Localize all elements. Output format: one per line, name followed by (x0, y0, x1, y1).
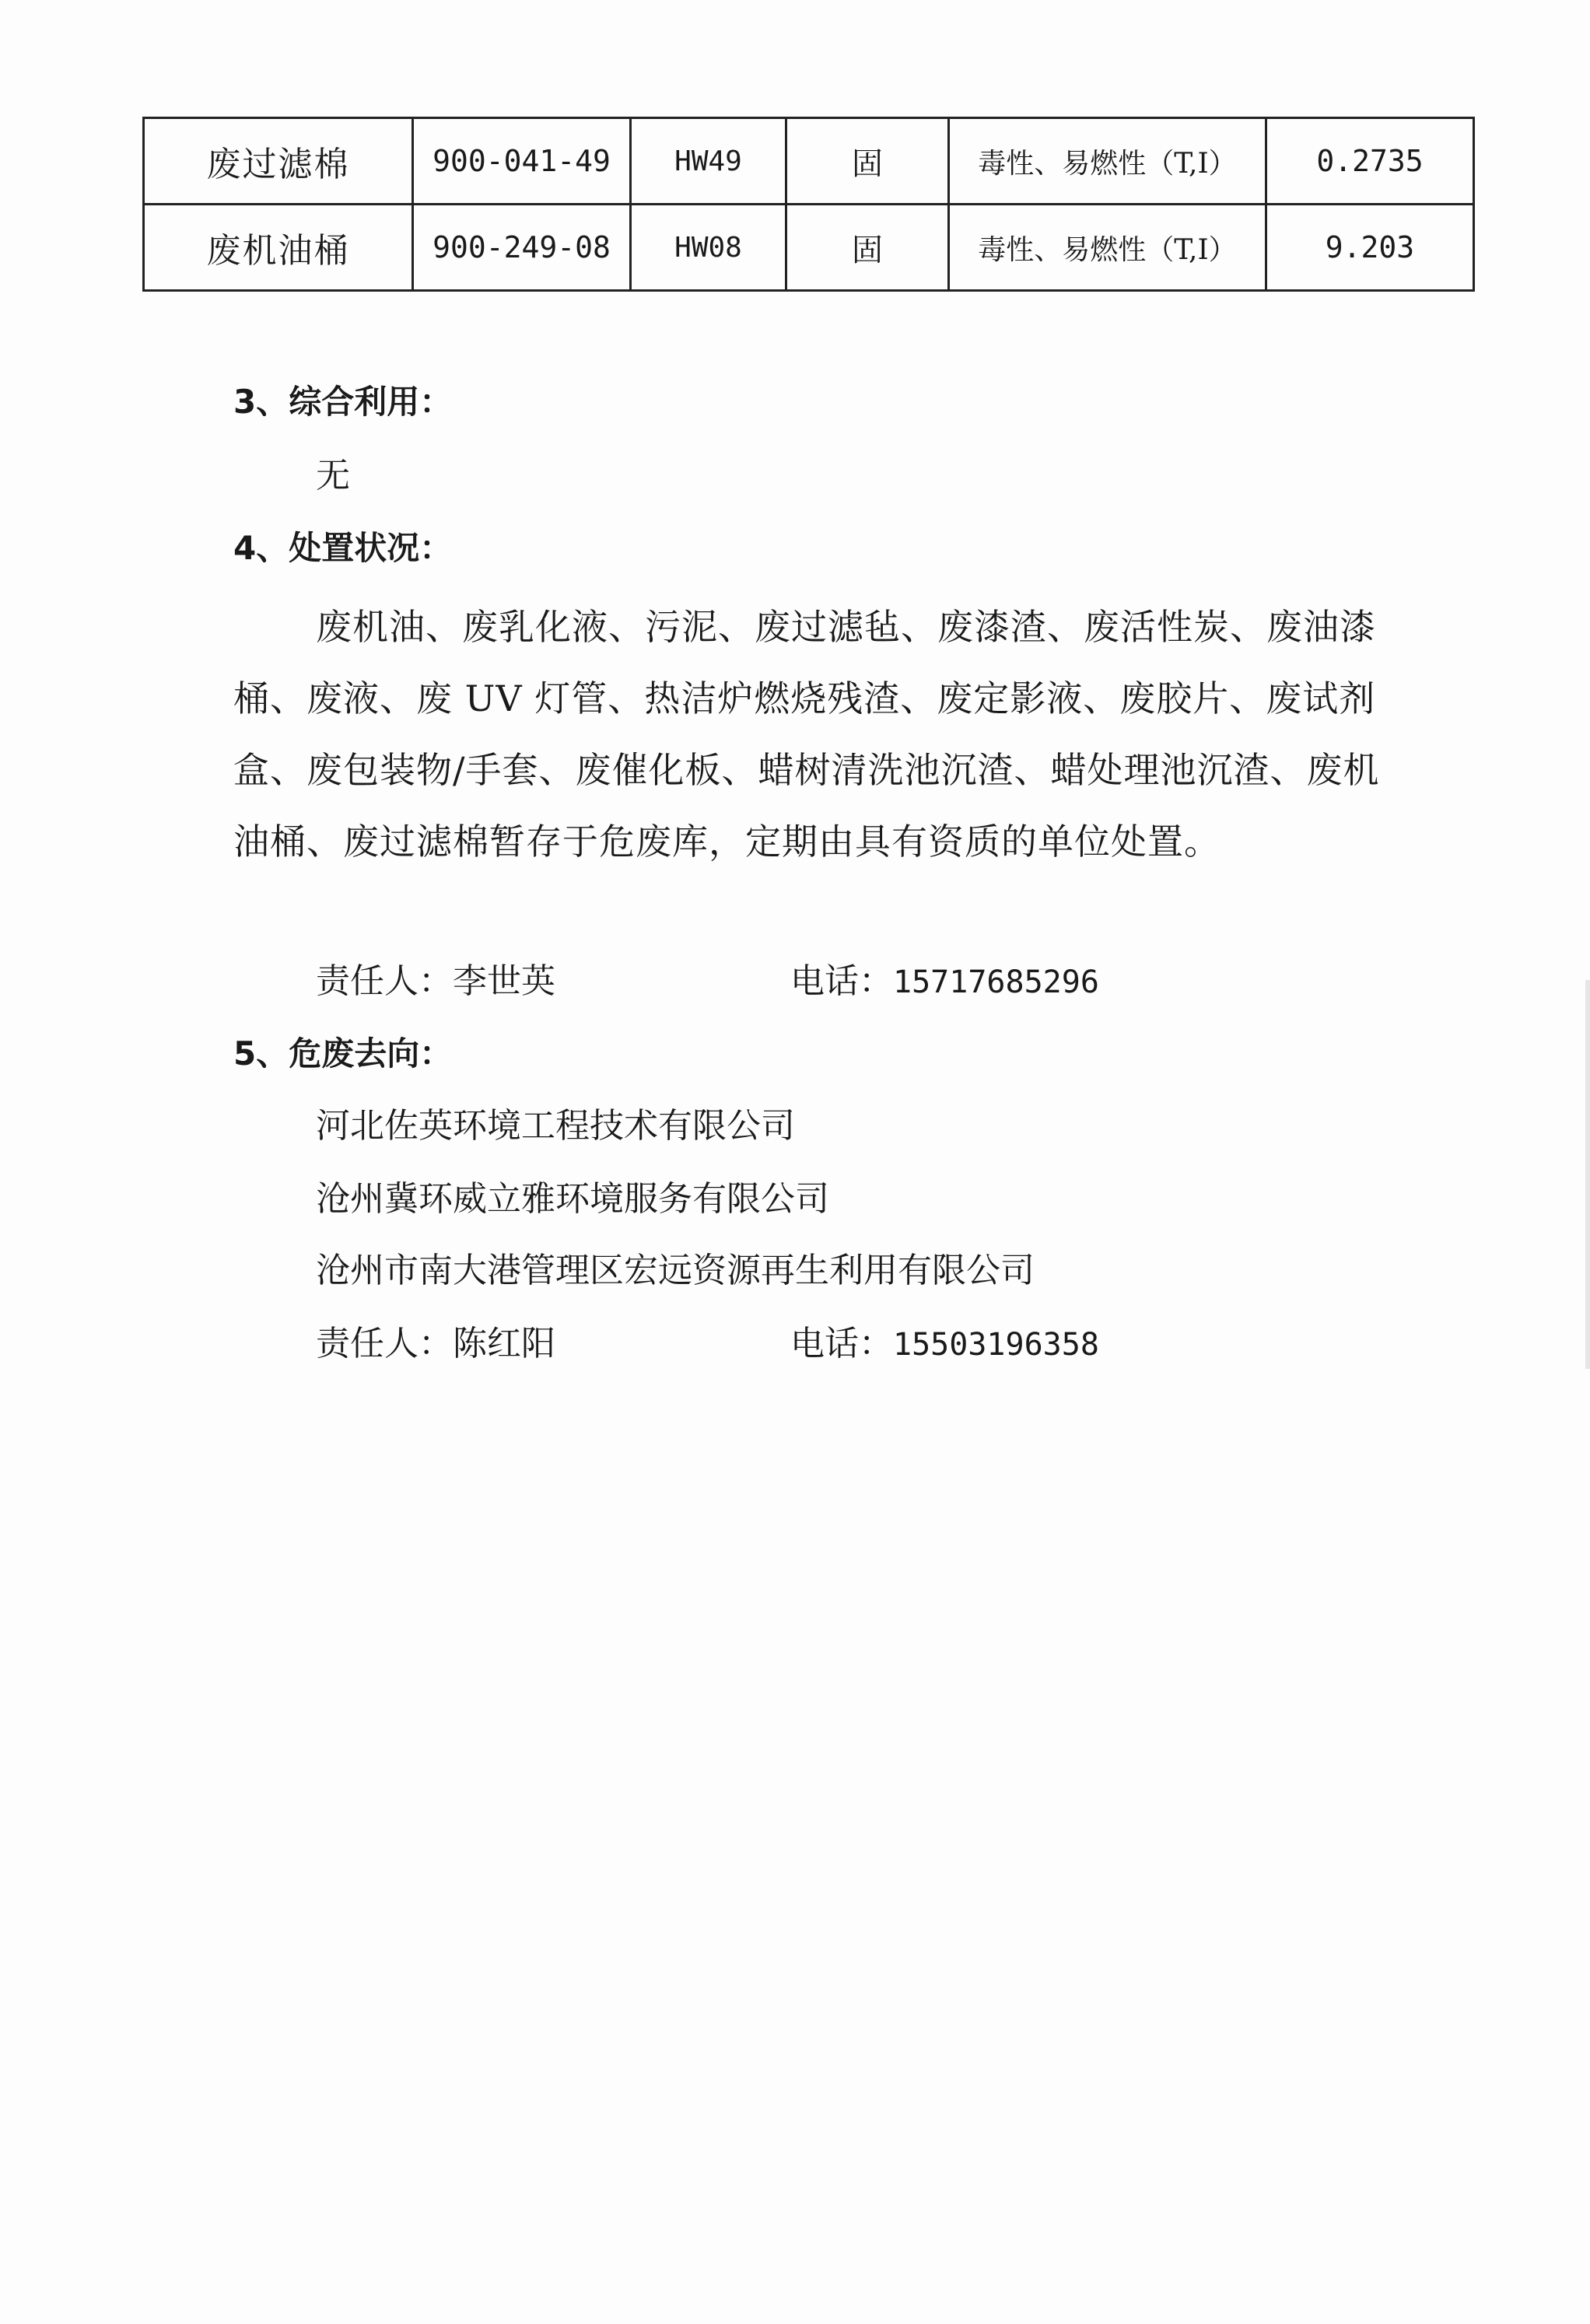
section5-responsible: 责任人：陈红阳 (316, 1324, 555, 1363)
table-row (144, 118, 1474, 205)
section3-heading: 3、综合利用： (233, 383, 453, 421)
waste-code-cell: 900-249-08 (413, 205, 631, 291)
table-row (144, 205, 1474, 291)
section5-heading: 5、危废去向： (233, 1034, 453, 1073)
waste-quantity-cell: 9.203 (1266, 205, 1474, 291)
waste-code-cell: 900-041-49 (413, 118, 631, 205)
phone-label: 电话： (790, 961, 893, 1001)
waste-name-cell: 废过滤棉 (144, 118, 413, 205)
section4-paragraph-block (233, 591, 1385, 877)
section4-heading: 4、处置状况： (233, 529, 453, 567)
section4-phone-line (790, 961, 1099, 1001)
phone-label: 电话： (790, 1324, 893, 1363)
waste-hazard-cell: 毒性、易燃性（T,I） (949, 205, 1266, 291)
waste-category-cell: HW08 (631, 205, 786, 291)
section4-responsible: 责任人：李世英 (316, 961, 555, 1001)
hazardous-waste-table (142, 117, 1475, 292)
section4-paragraph: 废机油、废乳化液、污泥、废过滤毡、废漆渣、废活性炭、废油漆桶、废液、废 UV 灯管、热洁炉燃烧残渣、废定影液、废胶片、废试剂盒、废包装物/手套、废催化板、蜡树清洗池沉渣、蜡处理池沉渣、废机油桶、废过滤棉暂存于危废库，定期由具有资质的单位处置。 (233, 606, 1380, 863)
company-item: 河北佐英环境工程技术有限公司 (316, 1106, 795, 1146)
waste-quantity-cell: 0.2735 (1266, 118, 1474, 205)
waste-hazard-cell: 毒性、易燃性（T,I） (949, 118, 1266, 205)
company-item: 沧州冀环威立雅环境服务有限公司 (316, 1179, 829, 1219)
waste-form-cell: 固 (786, 118, 949, 205)
waste-category-cell: HW49 (631, 118, 786, 205)
company-item: 沧州市南大港管理区宏远资源再生利用有限公司 (316, 1251, 1035, 1290)
section3-content: 无 (316, 456, 350, 495)
waste-form-cell: 固 (786, 205, 949, 291)
waste-name-cell: 废机油桶 (144, 205, 413, 291)
phone-number: 15717685296 (893, 964, 1099, 1000)
scan-edge-shadow (1585, 980, 1590, 1369)
phone-number: 15503196358 (893, 1327, 1099, 1363)
section5-phone-line (790, 1324, 1099, 1363)
